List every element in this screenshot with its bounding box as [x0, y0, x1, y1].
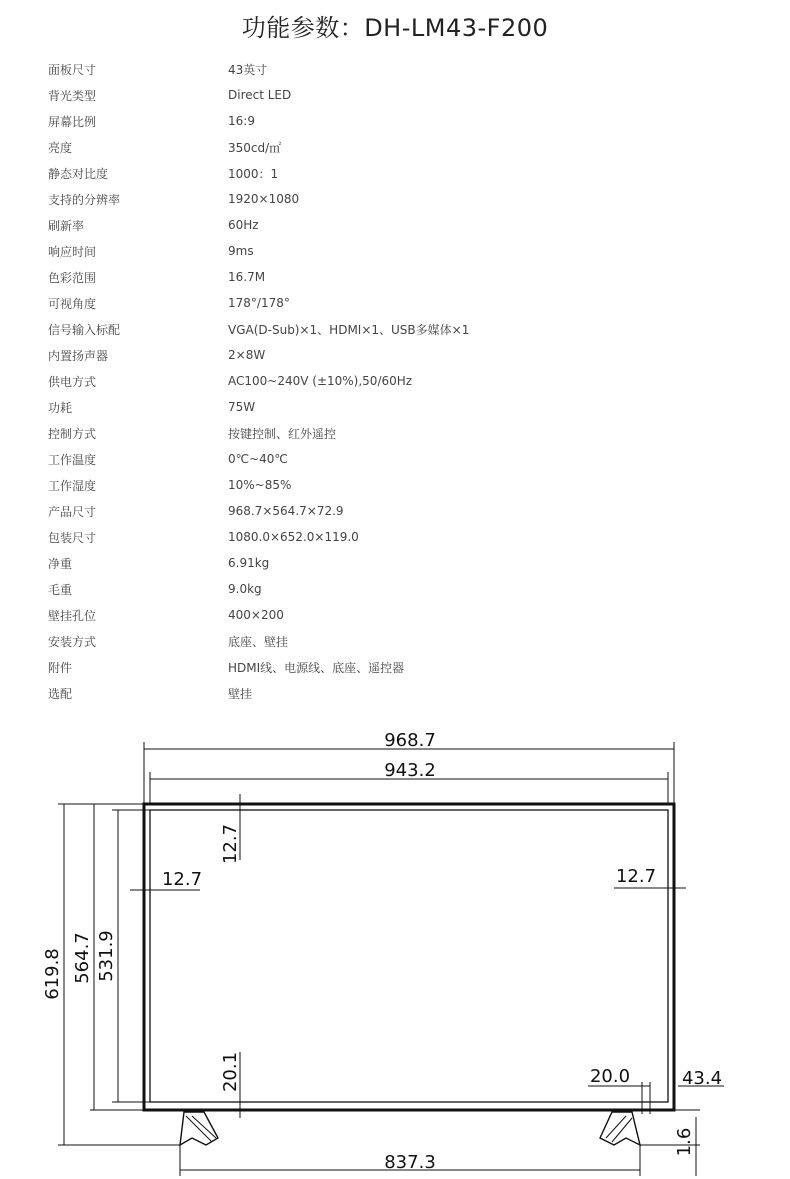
spec-row: [48, 82, 748, 108]
spec-row: [48, 498, 748, 524]
spec-label: 附件: [48, 660, 73, 675]
dim-height-body: 564.7: [72, 932, 93, 984]
spec-label: 刷新率: [48, 218, 85, 233]
spec-row: [48, 186, 748, 212]
spec-label: 供电方式: [48, 374, 97, 389]
spec-table: [48, 56, 748, 706]
spec-row: [48, 238, 748, 264]
spec-label: 毛重: [48, 582, 73, 597]
spec-row: [48, 628, 748, 654]
spec-row: [48, 316, 748, 342]
spec-value: 10%~85%: [228, 478, 292, 492]
spec-row: [48, 56, 748, 82]
spec-row: [48, 602, 748, 628]
dim-height-total: 619.8: [42, 948, 63, 1000]
spec-row: [48, 576, 748, 602]
spec-row: [48, 368, 748, 394]
spec-value: Direct LED: [228, 88, 292, 102]
spec-value: 2×8W: [228, 348, 266, 362]
spec-value: 75W: [228, 400, 256, 414]
spec-label: 安装方式: [48, 634, 97, 649]
spec-row: [48, 394, 748, 420]
spec-row: [48, 472, 748, 498]
right-stand: [600, 1112, 640, 1145]
spec-label: 可视角度: [48, 296, 97, 311]
dim-stand-span: 837.3: [384, 1152, 436, 1173]
spec-row: [48, 446, 748, 472]
spec-row: [48, 108, 748, 134]
spec-value: 60Hz: [228, 218, 259, 232]
spec-value: 1920×1080: [228, 192, 300, 206]
spec-value: 16:9: [228, 114, 255, 128]
spec-label: 静态对比度: [48, 166, 109, 181]
dim-bezel-top: 12.7: [220, 823, 241, 865]
spec-value: 178°/178°: [228, 296, 290, 310]
dim-depth: 43.4: [681, 1068, 723, 1089]
spec-value: 968.7×564.7×72.9: [228, 504, 344, 518]
dim-width-panel: 943.2: [384, 760, 436, 781]
dim-bezel-right: 12.7: [615, 866, 657, 887]
spec-label: 内置扬声器: [48, 348, 109, 363]
spec-row: [48, 264, 748, 290]
spec-row: [48, 550, 748, 576]
spec-label: 响应时间: [48, 244, 97, 259]
spec-value: 0℃~40℃: [228, 452, 288, 466]
spec-row: [48, 524, 748, 550]
spec-value: 1000：1: [228, 166, 279, 181]
spec-label: 面板尺寸: [48, 62, 97, 77]
spec-label: 信号输入标配: [48, 322, 121, 337]
spec-value: 壁挂: [228, 686, 253, 701]
spec-label: 色彩范围: [48, 270, 97, 285]
spec-row: [48, 212, 748, 238]
dim-bezel-bottom: 20.1: [220, 1051, 241, 1093]
spec-label: 屏幕比例: [48, 114, 97, 129]
spec-label: 背光类型: [48, 88, 97, 103]
spec-label: 包装尺寸: [48, 530, 97, 545]
spec-value: 43英寸: [228, 62, 268, 77]
spec-row: [48, 160, 748, 186]
spec-value: HDMI线、电源线、底座、遥控器: [228, 660, 405, 675]
spec-row: [48, 342, 748, 368]
spec-label: 产品尺寸: [48, 504, 97, 519]
dimension-drawing: [0, 722, 790, 1179]
spec-label: 工作湿度: [48, 478, 97, 493]
spec-row: [48, 680, 748, 706]
spec-row: [48, 290, 748, 316]
spec-label: 工作温度: [48, 452, 97, 467]
dim-width-total: 968.7: [384, 730, 436, 751]
spec-value: 1080.0×652.0×119.0: [228, 530, 359, 544]
spec-value: AC100~240V (±10%),50/60Hz: [228, 374, 413, 388]
dim-height-screen: 531.9: [96, 930, 117, 982]
dim-stand-gap: 1.6: [674, 1127, 695, 1157]
spec-value: 9ms: [228, 244, 254, 258]
page-title: 功能参数：DH-LM43-F200: [241, 14, 549, 42]
spec-label: 净重: [48, 556, 73, 571]
spec-value: 按键控制、红外遥控: [228, 426, 337, 441]
spec-row: [48, 134, 748, 160]
spec-label: 亮度: [48, 140, 73, 155]
spec-value: 16.7M: [228, 270, 266, 284]
spec-label: 支持的分辨率: [48, 192, 121, 207]
spec-value: 400×200: [228, 608, 284, 622]
spec-label: 功耗: [48, 400, 73, 415]
spec-label: 选配: [48, 686, 73, 701]
dim-bezel-left: 12.7: [161, 869, 203, 890]
spec-value: 底座、壁挂: [228, 634, 289, 649]
dim-bottom-offset: 20.0: [589, 1066, 631, 1087]
spec-label: 控制方式: [48, 426, 97, 441]
spec-value: VGA(D-Sub)×1、HDMI×1、USB多媒体×1: [228, 322, 470, 337]
spec-value: 9.0kg: [228, 582, 262, 596]
spec-value: 350cd/㎡: [228, 140, 282, 155]
spec-label: 壁挂孔位: [48, 608, 97, 623]
spec-row: [48, 420, 748, 446]
spec-value: 6.91kg: [228, 556, 270, 570]
spec-row: [48, 654, 748, 680]
